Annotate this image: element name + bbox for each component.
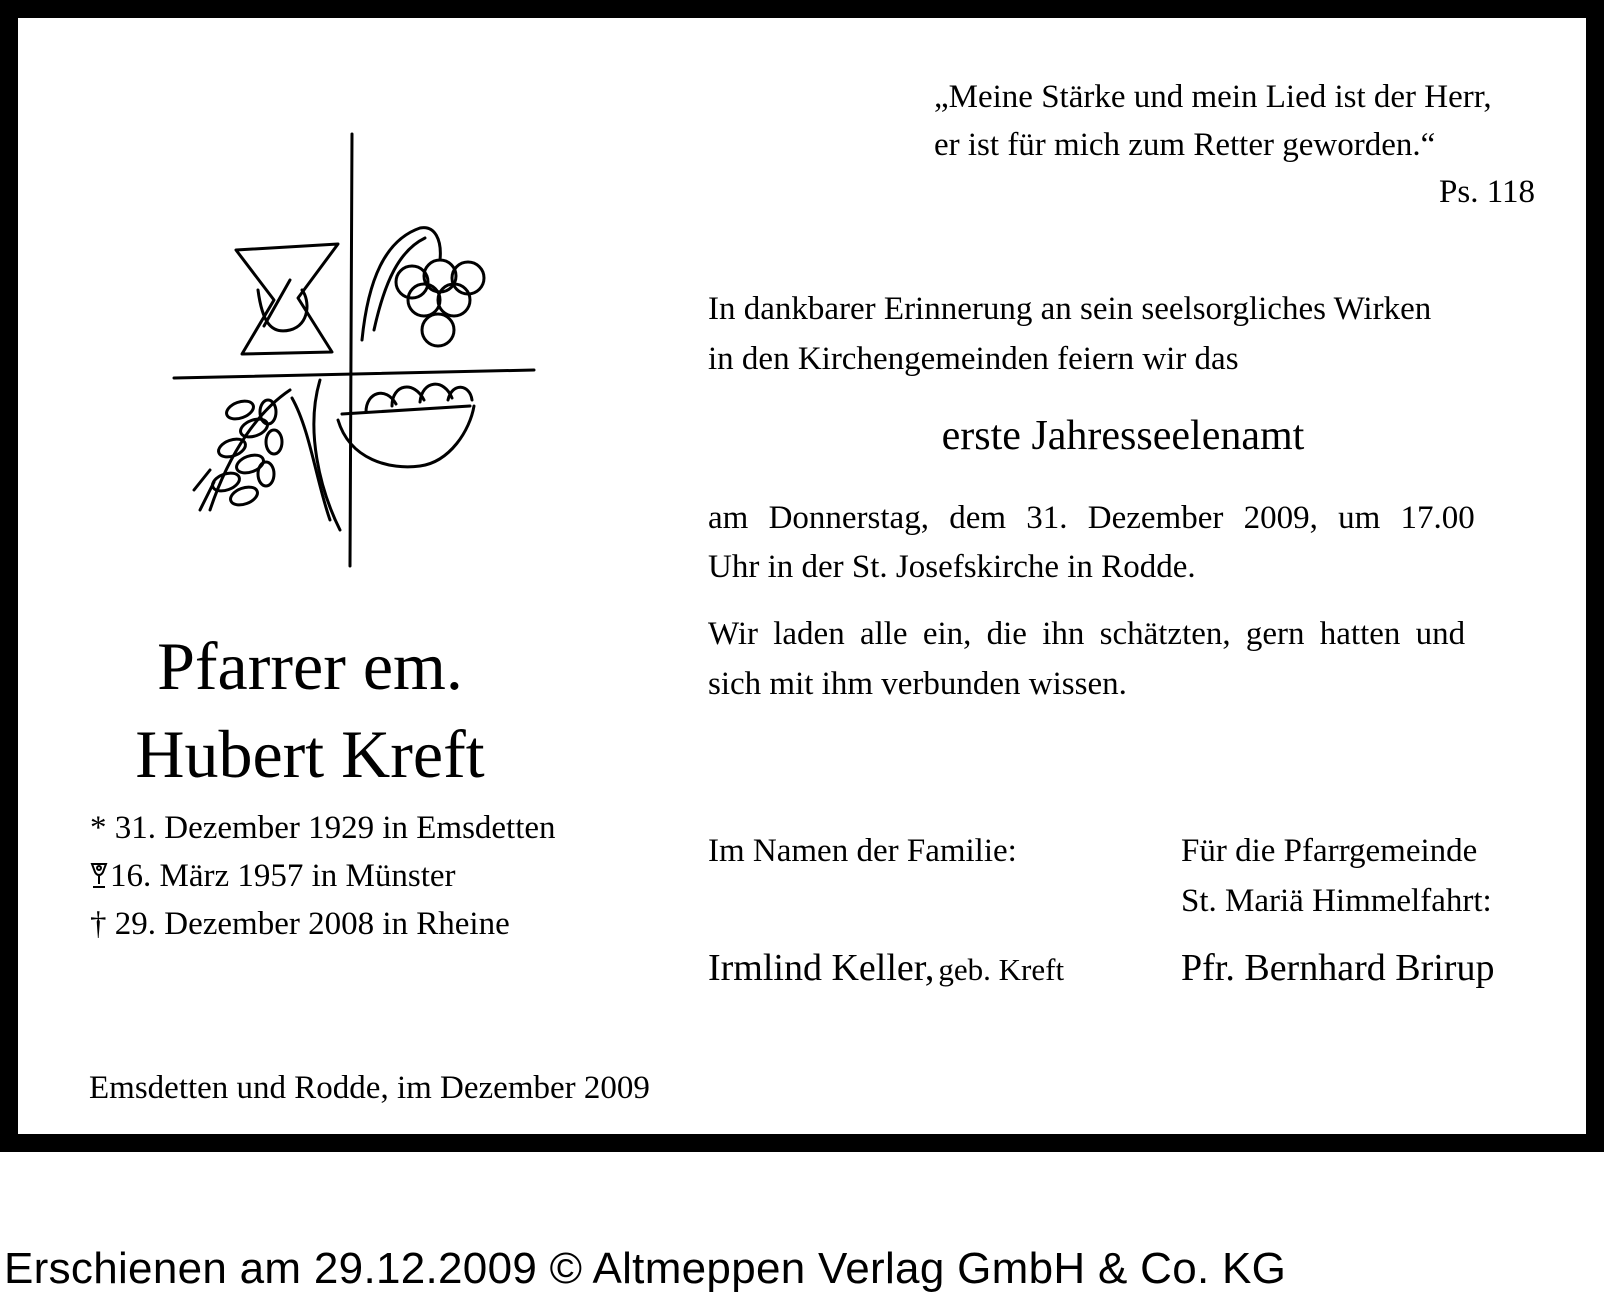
parish-label-line-2: St. Mariä Himmelfahrt: (1181, 883, 1492, 919)
family-label: Im Namen der Familie: (708, 833, 1017, 869)
parish-signature: Pfr. Bernhard Brirup (1181, 947, 1495, 989)
quote-reference: Ps. 118 (1439, 174, 1535, 210)
ordination-date: 16. März 1957 in Münster (110, 858, 456, 894)
quote-line-1: „Meine Stärke und mein Lied ist der Herr, (934, 79, 1492, 115)
deceased-name: Hubert Kreft (135, 716, 485, 792)
family-signature (708, 946, 1064, 990)
death-date: † 29. Dezember 2008 in Rheine (90, 906, 510, 942)
publication-credit: Erschienen am 29.12.2009 © Altmeppen Verlag GmbH & Co. KG (4, 1244, 1287, 1293)
quote-line-2: er ist für mich zum Retter geworden.“ (934, 127, 1436, 163)
chalice-icon (90, 856, 110, 904)
place-date: Emsdetten und Rodde, im Dezember 2009 (89, 1070, 650, 1106)
ordination-row (90, 852, 456, 904)
deceased-title: Pfarrer em. (157, 628, 463, 704)
family-name: Irmlind Keller, (708, 947, 935, 989)
details-line-1: am Donnerstag, dem 31. Dezember 2009, um 17.00 (708, 500, 1475, 536)
intro-line-2: in den Kirchengemeinden feiern wir das (708, 341, 1239, 377)
parish-label-line-1: Für die Pfarrgemeinde (1181, 833, 1478, 869)
intro-line-1: In dankbarer Erinnerung an sein seelsorgliches Wirken (708, 291, 1432, 327)
details-line-2: Uhr in der St. Josefskirche in Rodde. (708, 549, 1196, 585)
invitation-line-2: sich mit ihm verbunden wissen. (708, 666, 1127, 702)
invitation-line-1: Wir laden alle ein, die ihn schätzten, gern hatten und (708, 616, 1466, 652)
religious-symbol-icon (170, 130, 540, 570)
birth-date: * 31. Dezember 1929 in Emsdetten (90, 810, 556, 846)
service-title: erste Jahresseelenamt (941, 413, 1305, 459)
family-name-suffix: geb. Kreft (938, 952, 1065, 987)
